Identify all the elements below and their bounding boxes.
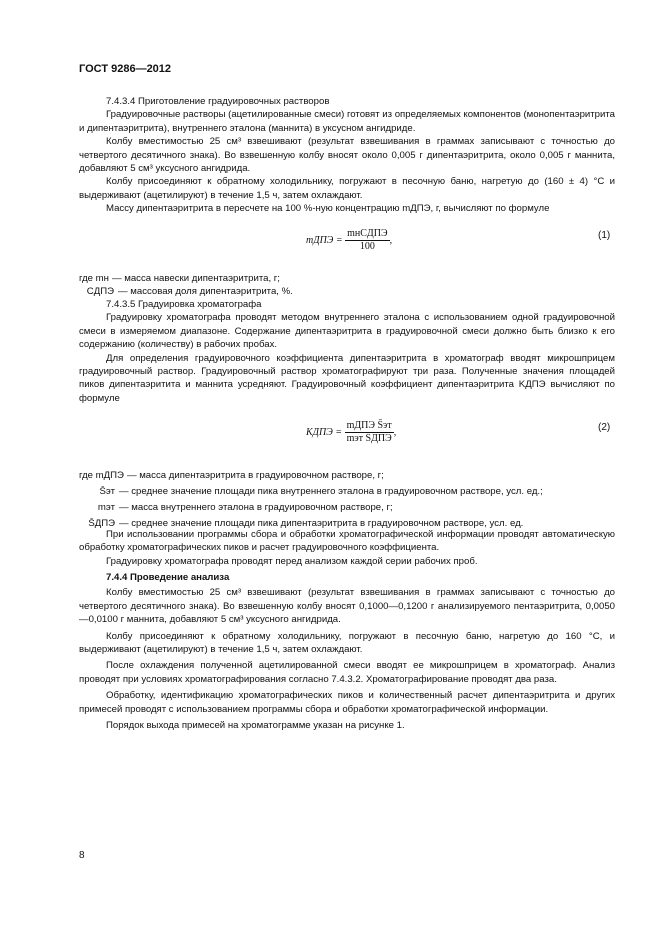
document-header: ГОСТ 9286—2012 (79, 63, 172, 75)
equation-number: (1) (598, 230, 611, 241)
definition-symbol: где mДПЭ (79, 470, 124, 481)
paragraph: Градуировочные растворы (ацетилированные смеси) готовят из определяемых компонентов (монопентаэритрита и дипентаэритрита), внутреннего эталона (маннита) в уксусном ангидриде. (79, 109, 616, 134)
paragraph: Колбу присоединяют к обратному холодильнику, погружают в песочную баню, нагретую до (160 ± 4) °С и выдерживают (ацетилируют) в течение 1,5 ч, затем охлаждают. (79, 176, 615, 201)
section-title: 7.4.3.4 Приготовление градуировочных растворов (106, 96, 330, 107)
definition-text: — массовая доля дипентаэритрита, %. (118, 286, 293, 298)
section-title: 7.4.3.5 Градуировка хроматографа (106, 299, 262, 310)
definitions-2 (79, 469, 615, 531)
definition-row (79, 501, 615, 514)
formula-tail: , (389, 234, 393, 246)
definition-row (79, 285, 615, 298)
paragraph: Колбу вместимостью 25 см³ взвешивают (результат взвешивания в граммах записывают с точностью до четвертого десятичного знака). Во взвешенную колбу вносят около 0,005 г дипентаэритрита, около 0,005 г маннита, добавляют 5 см³ уксусного ангидрида. (79, 136, 615, 175)
formula-lhs: mДПЭ = (306, 234, 343, 246)
page-number: 8 (79, 850, 85, 861)
paragraph: Для определения градуировочного коэффициента дипентаэритрита в хроматограф вводят микрошприцем градуировочный раствор. Градуировочный раствор хроматографируют три раза. Полученные значения площадей пиков дипентаэритита и маннита усредняют. Градуировочный коэффициент дипентаэритрита KДПЭ вычисляют по формуле (79, 352, 615, 404)
definition-symbol: S̄эт (99, 486, 115, 498)
definition-text: — масса навески дипентаэритрита, г; (111, 273, 280, 284)
section-7-4-3-4 (79, 95, 615, 216)
formula-denominator: 100 (359, 241, 375, 252)
formula-denominator: mэт S̄ДПЭ (346, 433, 392, 444)
equation-number: (2) (598, 422, 611, 433)
definition-row (79, 485, 615, 498)
paragraph: Порядок выхода примесей на хроматограмме указан на рисунке 1. (106, 720, 405, 732)
paragraph: Обработку, идентификацию хроматографических пиков и количественный расчет дипентаэритрита и других примесей проводят с использованием программы сбора и обработки хроматографической информации. (79, 690, 615, 715)
definition-symbol: S̄ДПЭ (88, 518, 115, 530)
definition-symbol: CДПЭ (86, 286, 114, 298)
definition-text: — масса внутреннего эталона в градуировочном растворе, г; (119, 501, 393, 513)
paragraph: Градуировку хроматографа проводят методом внутреннего эталона с использованием одной градуировочной смеси в измеряемом диапазоне. Содержание дипентаэритрита в градуировочной смеси должно быть близко к его содержанию (количеству) в рабочих пробах. (79, 312, 615, 351)
section-7-4-4 (79, 571, 615, 732)
formula-fraction (345, 420, 394, 445)
definition-text: — масса дипентаэритрита в градуировочном растворе, г; (126, 470, 384, 481)
formula-fraction (345, 228, 389, 253)
paragraph: При использовании программы сбора и обработки хроматографической информации проводят автоматическую обработку хроматографических пиков и расчет градуировочного коэффициента. (79, 529, 615, 554)
formula-numerator: mДПЭ S̄эт (346, 420, 392, 431)
calibration-notes (79, 528, 615, 568)
paragraph: Колбу вместимостью 25 см³ взвешивают (результат взвешивания в граммах записывают с точностью до четвертого десятичного знака). Во взвешенную колбу вносят 0,1000—0,1200 г анализируемого пентаэритрита, 0,0050—0,0100 г маннита, добавляют 5 см³ уксусного ангидрида. (79, 587, 615, 626)
formula-lhs: KДПЭ = (306, 426, 343, 438)
definition-text: — среднее значение площади пика внутреннего эталона в градуировочном растворе, усл. ед.; (119, 486, 543, 498)
paragraph: Колбу присоединяют к обратному холодильнику, погружают в песочную баню, нагретую до 160 °С, и выдерживают (ацетилируют) в течение 1,5 ч, затем охлаждают. (79, 630, 615, 656)
formula-1 (306, 228, 392, 253)
definition-symbol: где mн (79, 273, 109, 284)
formula-numerator: mнCДПЭ (347, 228, 388, 239)
definition-row (79, 469, 615, 482)
section-title: 7.4.4 Проведение анализа (106, 572, 230, 583)
paragraph: Градуировку хроматографа проводят перед анализом каждой серии рабочих проб. (106, 555, 478, 567)
paragraph: После охлаждения полученной ацетилированной смеси вводят ее микрошприцем в хроматограф. Анализ проводят при условиях хроматографирования согласно 7.4.3.2. Хроматографирование проводят два раза. (79, 660, 615, 685)
formula-tail: , (393, 426, 397, 438)
definition-symbol: mэт (97, 501, 115, 513)
formula-2 (306, 420, 396, 445)
definition-text: — среднее значение площади пика дипентаэритрита в градуировочном растворе, усл. ед. (119, 518, 524, 530)
section-7-4-3-5 (79, 298, 615, 405)
definition-row (79, 272, 615, 285)
definitions-1 (79, 272, 615, 299)
paragraph: Массу дипентаэритрита в пересчете на 100 %-ную концентрацию mДПЭ, г, вычисляют по формуле (106, 203, 550, 215)
